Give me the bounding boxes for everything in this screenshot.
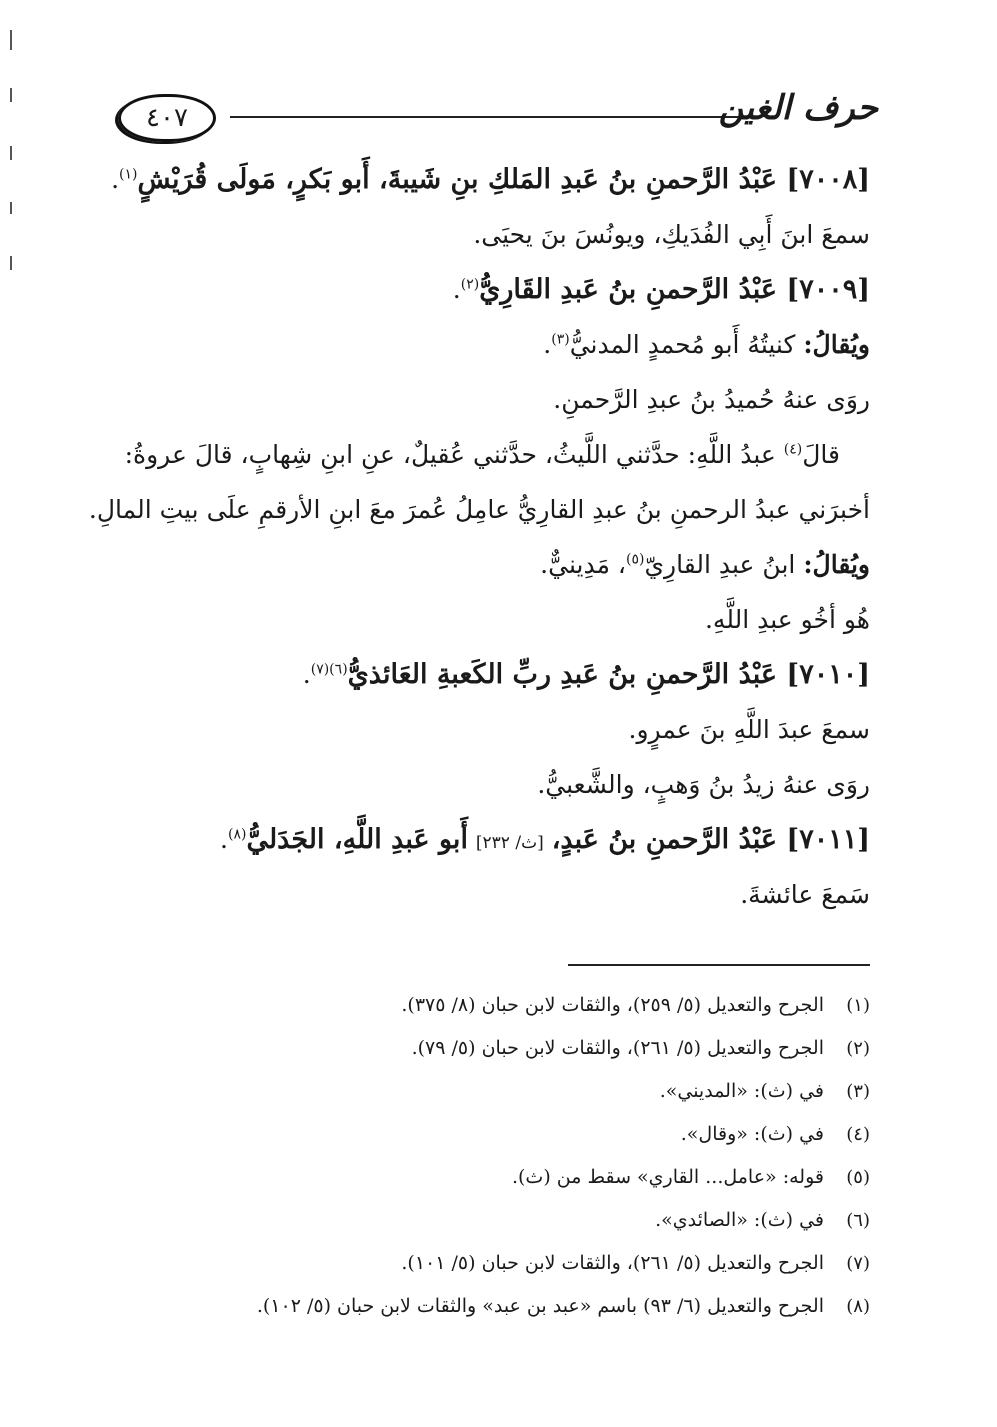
footnote-text: الجرح والتعديل (٥/ ٢٦١)، والثقات لابن حبان (٥/ ٧٩). — [411, 1037, 824, 1059]
footnote-number: (٨) — [846, 1296, 870, 1317]
footnote-ref: (٢) — [460, 276, 480, 293]
label: ويُقالُ: — [803, 330, 870, 359]
text-line: سَمعَ عائشةَ. — [740, 880, 870, 909]
line-end: . — [452, 275, 461, 304]
footnote-separator — [568, 964, 870, 966]
footnote — [150, 1199, 870, 1242]
text-line: سمعَ ابنَ أَبِي الفُدَيكِ، ويونُسَ بنَ يحيَى. — [473, 220, 870, 249]
footnote-text: الجرح والتعديل (٦/ ٩٣) باسم «عبد بن عبد» والثقات لابن حبان (٥/ ١٠٢). — [256, 1295, 824, 1317]
entry-name: عَبْدُ الرَّحمنِ بنُ عَبدٍ، — [551, 824, 778, 855]
entry-7009 — [150, 262, 870, 317]
text-pre: قالَ — [802, 440, 840, 469]
footnote — [150, 1156, 870, 1199]
footnote-number: (١) — [846, 995, 870, 1016]
text-line — [124, 427, 870, 482]
label-text: كنيتُهُ أَبو مُحمدٍ المدنيُّ — [569, 330, 796, 359]
manuscript-marker: [ث/ ٢٣٢] — [475, 833, 544, 853]
line-end: . — [220, 825, 228, 854]
text-line: أخبرَني عبدُ الرحمنِ بنُ عبدِ القارِيُّ عامِلُ عُمرَ معَ ابنِ الأرقمِ علَى بيتِ المالِ. — [88, 495, 870, 524]
footnote — [150, 984, 870, 1027]
footnote-text: في (ث): «الصائدي». — [655, 1209, 824, 1231]
entry-number: [٧٠١٠] — [786, 659, 870, 690]
text-line: روَى عنهُ حُميدُ بنُ عبدِ الرَّحمنِ. — [553, 385, 870, 414]
line-end: . — [111, 165, 120, 194]
entry-number: [٧٠٠٩] — [786, 274, 870, 305]
line-end: . — [302, 660, 311, 689]
footnote-number: (٣) — [846, 1081, 870, 1102]
page-header — [118, 88, 878, 148]
entry-number: [٧٠١١] — [786, 824, 870, 855]
footnote — [150, 1027, 870, 1070]
footnote-number: (٦) — [846, 1210, 870, 1231]
footnote-ref: (٤) — [783, 441, 803, 458]
footnote-text: الجرح والتعديل (٥/ ٢٦١)، والثقات لابن حبان (٥/ ١٠١). — [401, 1252, 824, 1274]
line-end: ، مَدِينيٌّ. — [540, 550, 626, 579]
footnote-text: الجرح والتعديل (٥/ ٢٥٩)، والثقات لابن حبان (٨/ ٣٧٥). — [401, 994, 824, 1016]
footnotes — [150, 984, 870, 1328]
entry-name-2: أَبو عَبدِ اللَّهِ، الجَدَليُّ — [246, 824, 468, 855]
text-body: عبدُ اللَّهِ: حدَّثني اللَّيثُ، حدَّثني عُقيلٌ، عنِ ابنِ شِهابٍ، قالَ عروةُ: — [124, 440, 784, 469]
scan-margin-marks — [10, 30, 13, 290]
footnote-text: في (ث): «المديني». — [659, 1080, 824, 1102]
footnote-text: قوله: «عامل... القاري» سقط من (ث). — [511, 1166, 824, 1188]
entry-7010 — [150, 647, 870, 702]
page-number-badge — [118, 94, 216, 142]
footnote-ref: (١) — [119, 166, 138, 183]
footnote-text: في (ث): «وقال». — [680, 1123, 824, 1145]
label-line — [150, 317, 870, 372]
footnote — [150, 1070, 870, 1113]
footnote-ref: (٦)(٧) — [310, 661, 348, 678]
entry-name: عَبْدُ الرَّحمنِ بنُ عَبدِ المَلكِ بنِ شَيبةَ، أَبو بَكرٍ، مَولَى قُرَيْشٍ — [137, 164, 778, 195]
footnote-ref: (٨) — [227, 826, 247, 843]
entry-name: عَبْدُ الرَّحمنِ بنُ عَبدِ القَارِيُّ — [479, 274, 778, 305]
footnote-number: (٢) — [846, 1038, 870, 1059]
header-rule — [230, 116, 748, 118]
entry-name: عَبْدُ الرَّحمنِ بنُ عَبدِ ربِّ الكَعبةِ العَائذيُّ — [347, 659, 778, 690]
footnote-ref: (٥) — [626, 551, 645, 568]
label-line — [150, 537, 870, 592]
text-line: روَى عنهُ زيدُ بنُ وَهبٍ، والشَّعبيُّ. — [537, 770, 870, 799]
main-text — [88, 152, 870, 922]
line-end: . — [543, 330, 552, 359]
footnote-number: (٧) — [846, 1253, 870, 1274]
footnote — [150, 1242, 870, 1285]
footnote — [150, 1285, 870, 1328]
footnote — [150, 1113, 870, 1156]
page-number: ٤٠٧ — [146, 103, 188, 133]
footnote-number: (٥) — [846, 1167, 870, 1188]
text-line: سمعَ عبدَ اللَّهِ بنَ عمرٍو. — [628, 715, 870, 744]
footnote-number: (٤) — [846, 1124, 870, 1145]
chapter-title: حرف الغين — [718, 88, 878, 128]
entry-7008 — [111, 152, 870, 207]
label-text: ابنُ عبدِ القارِيّ — [644, 550, 796, 579]
entry-number: [٧٠٠٨] — [786, 164, 870, 195]
text-line: هُو أخُو عبدِ اللَّهِ. — [704, 605, 870, 634]
label: ويُقالُ: — [803, 550, 870, 579]
entry-7011 — [150, 812, 870, 867]
footnote-ref: (٣) — [551, 331, 570, 348]
